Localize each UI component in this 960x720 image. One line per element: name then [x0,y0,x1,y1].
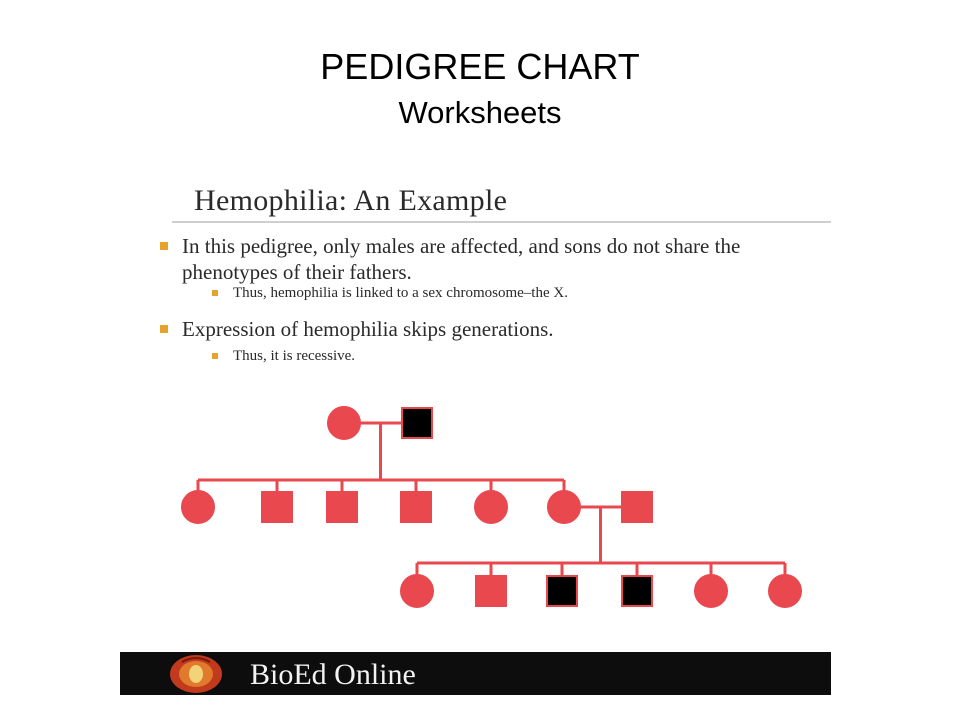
sub-bullet-2-text: Thus, it is recessive. [233,348,356,364]
affected-male-gen-III-4 [622,576,652,606]
page-title: PEDIGREE CHART [320,46,640,87]
unaffected-male-gen-III-2 [476,576,506,606]
unaffected-female-gen-III-6 [769,575,801,607]
bioed-logo-icon [154,652,234,695]
unaffected-female-gen-I-1 [328,407,360,439]
affected-male-gen-III-3 [547,576,577,606]
unaffected-female-gen-II-6 [548,491,580,523]
bullet-2-text: Expression of hemophilia skips generations. [182,317,554,341]
unaffected-male-gen-II-4 [401,492,431,522]
slide-heading: Hemophilia: An Example [194,184,508,217]
footer-brand-text: BioEd Online [250,658,416,691]
pedigree-diagram [120,150,831,650]
unaffected-female-gen-II-1 [182,491,214,523]
unaffected-male-gen-II-3 [327,492,357,522]
footer-bar [120,652,831,695]
unaffected-male-gen-II-7 [622,492,652,522]
unaffected-female-gen-II-5 [475,491,507,523]
unaffected-female-gen-III-1 [401,575,433,607]
unaffected-male-gen-II-2 [262,492,292,522]
bullet-1-text: In this pedigree, only males are affected, and sons do not share the phenotypes of their fathers. [182,234,741,284]
affected-male-gen-I-2 [402,408,432,438]
sub-bullet-1-text: Thus, hemophilia is linked to a sex chromosome–the X. [233,285,568,301]
slide-image [120,150,831,695]
unaffected-female-gen-III-5 [695,575,727,607]
page-subtitle: Worksheets [398,95,562,130]
